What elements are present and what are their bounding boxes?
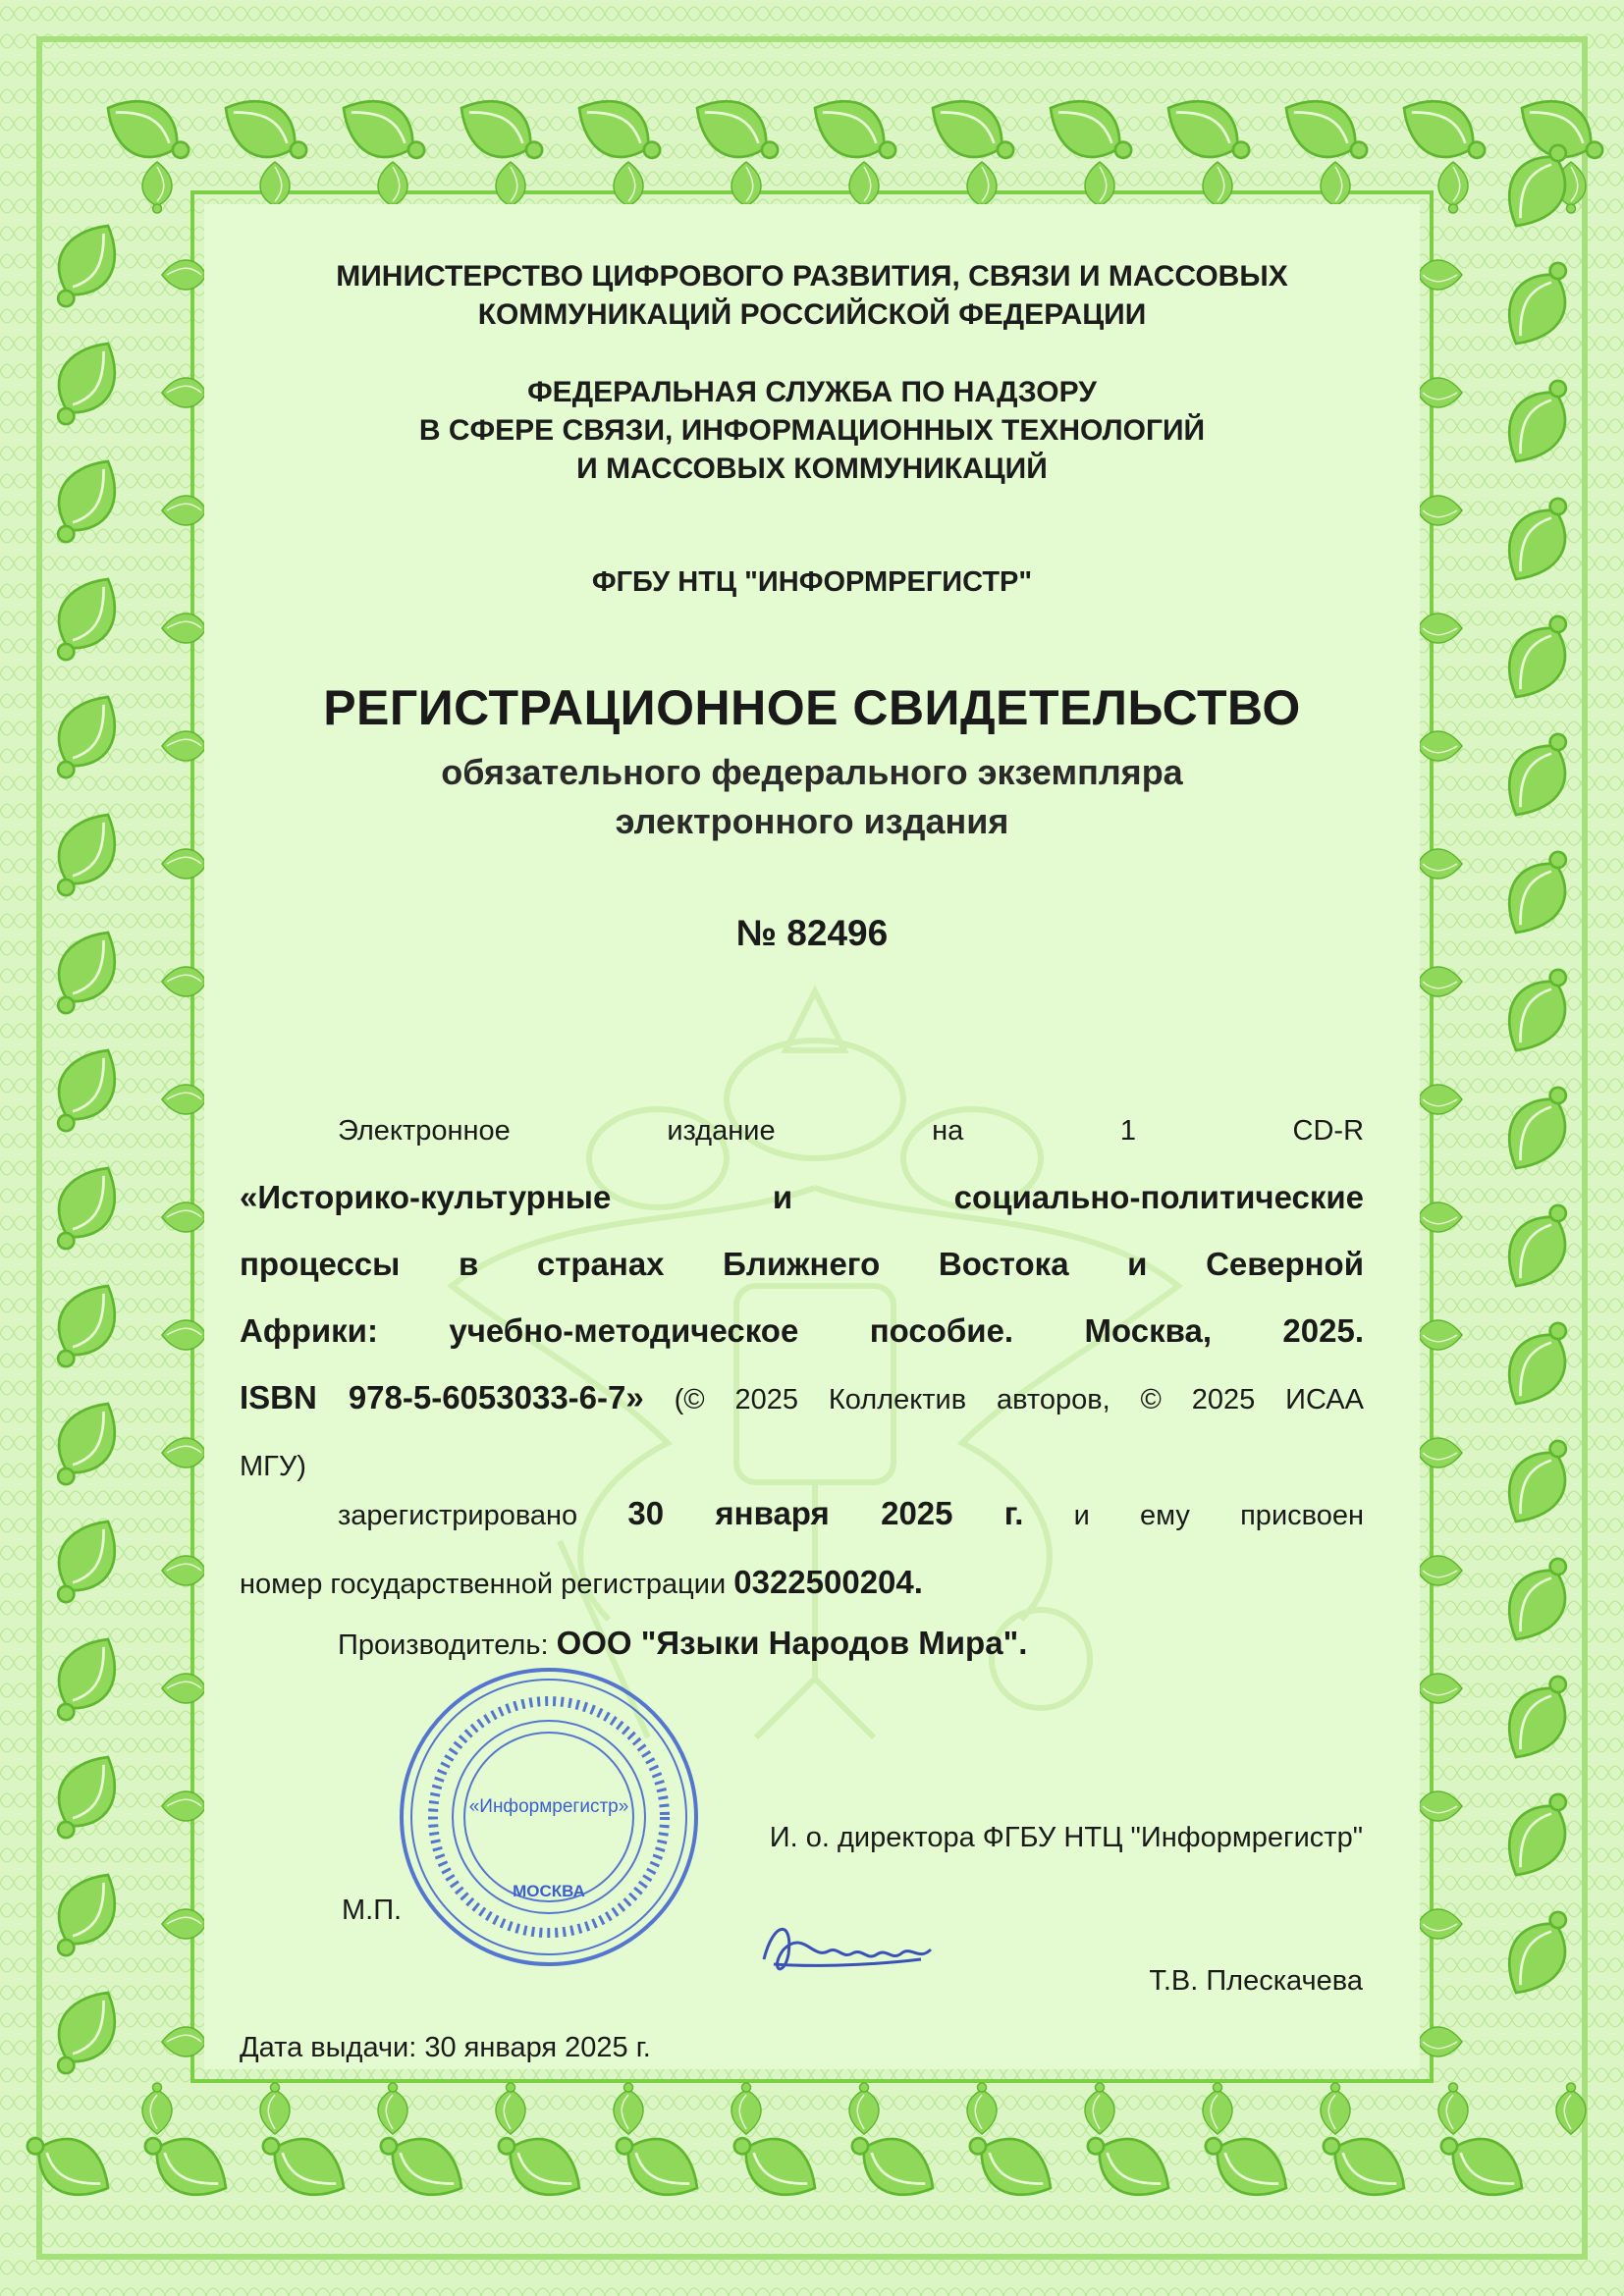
intro-word: Электронное: [338, 1115, 511, 1147]
certificate-number: № 82496: [735, 913, 889, 953]
copyright: (© 2025 Коллектив авторов, © 2025 ИСАА: [643, 1384, 1364, 1415]
service-line-1: ФЕДЕРАЛЬНАЯ СЛУЖБА ПО НАДЗОРУ: [527, 376, 1097, 408]
registered-date: 30 января 2025 г.: [627, 1495, 1024, 1531]
center-heading: ФГБУ НТЦ "ИНФОРМРЕГИСТР": [591, 566, 1033, 598]
isbn-line: [240, 1364, 1364, 1433]
issue-label: Дата выдачи:: [240, 2032, 417, 2063]
publication-line-3: Африки: учебно-методическое пособие. Москва, 2025.: [240, 1312, 1364, 1349]
issue-date: 30 января 2025 г.: [416, 2032, 651, 2063]
intro-line: [240, 1097, 1364, 1164]
producer-label: Производитель:: [338, 1629, 557, 1661]
ministry-line-1: МИНИСТЕРСТВО ЦИФРОВОГО РАЗВИТИЯ, СВЯЗИ И МАССОВЫХ: [336, 260, 1288, 293]
reg-number-line: [240, 1549, 1364, 1618]
seal-label: М.П.: [342, 1895, 403, 1926]
director-title: И. о. директора ФГБУ НТЦ "Информрегистр": [769, 1822, 1363, 1853]
subtitle-line-1: обязательного федерального экземпляра: [441, 752, 1183, 792]
ministry-heading: [204, 257, 1420, 334]
reg-number: 0322500204.: [733, 1564, 923, 1600]
signer-name: Т.В. Плескачева: [1149, 1965, 1363, 1997]
intro-word: CD-R: [1292, 1115, 1365, 1147]
issue-date-line: [240, 2032, 651, 2064]
reg-number-label: номер государственной регистрации: [240, 1569, 734, 1600]
intro-word: издание: [667, 1115, 776, 1147]
certificate-subtitle: [204, 748, 1420, 846]
subtitle-line-2: электронного издания: [615, 801, 1009, 841]
handwritten-signature: [754, 1910, 950, 1989]
ministry-line-2: КОММУНИКАЦИЙ РОССИЙСКОЙ ФЕДЕРАЦИИ: [477, 298, 1147, 331]
publication-paragraph: [240, 1097, 1364, 1500]
registered-prefix: зарегистрировано: [338, 1500, 628, 1531]
producer-name: ООО "Языки Народов Мира".: [556, 1625, 1028, 1661]
intro-word: 1: [1119, 1115, 1136, 1147]
stamp-city: МОСКВА: [513, 1882, 585, 1900]
publication-line-1: «Историко-культурные и социально-политические: [240, 1179, 1364, 1215]
isbn: ISBN 978-5-6053033-6-7»: [240, 1379, 644, 1415]
registration-line: [240, 1480, 1364, 1549]
service-heading: [204, 373, 1420, 488]
intro-word: на: [932, 1115, 964, 1147]
registration-paragraph: [240, 1480, 1364, 1618]
copyright-end: МГУ): [240, 1451, 306, 1482]
official-seal: [397, 1665, 701, 1969]
service-line-2: В СФЕРЕ СВЯЗИ, ИНФОРМАЦИОННЫХ ТЕХНОЛОГИЙ: [418, 414, 1206, 447]
publication-line-2: процессы в странах Ближнего Востока и Северной: [240, 1246, 1364, 1282]
service-line-3: И МАССОВЫХ КОММУНИКАЦИЙ: [576, 453, 1048, 485]
stamp-center-text: «Информрегистр»: [468, 1796, 629, 1817]
certificate-title: РЕГИСТРАЦИОННОЕ СВИДЕТЕЛЬСТВО: [323, 680, 1301, 735]
registered-suffix: и ему присвоен: [1023, 1500, 1364, 1531]
